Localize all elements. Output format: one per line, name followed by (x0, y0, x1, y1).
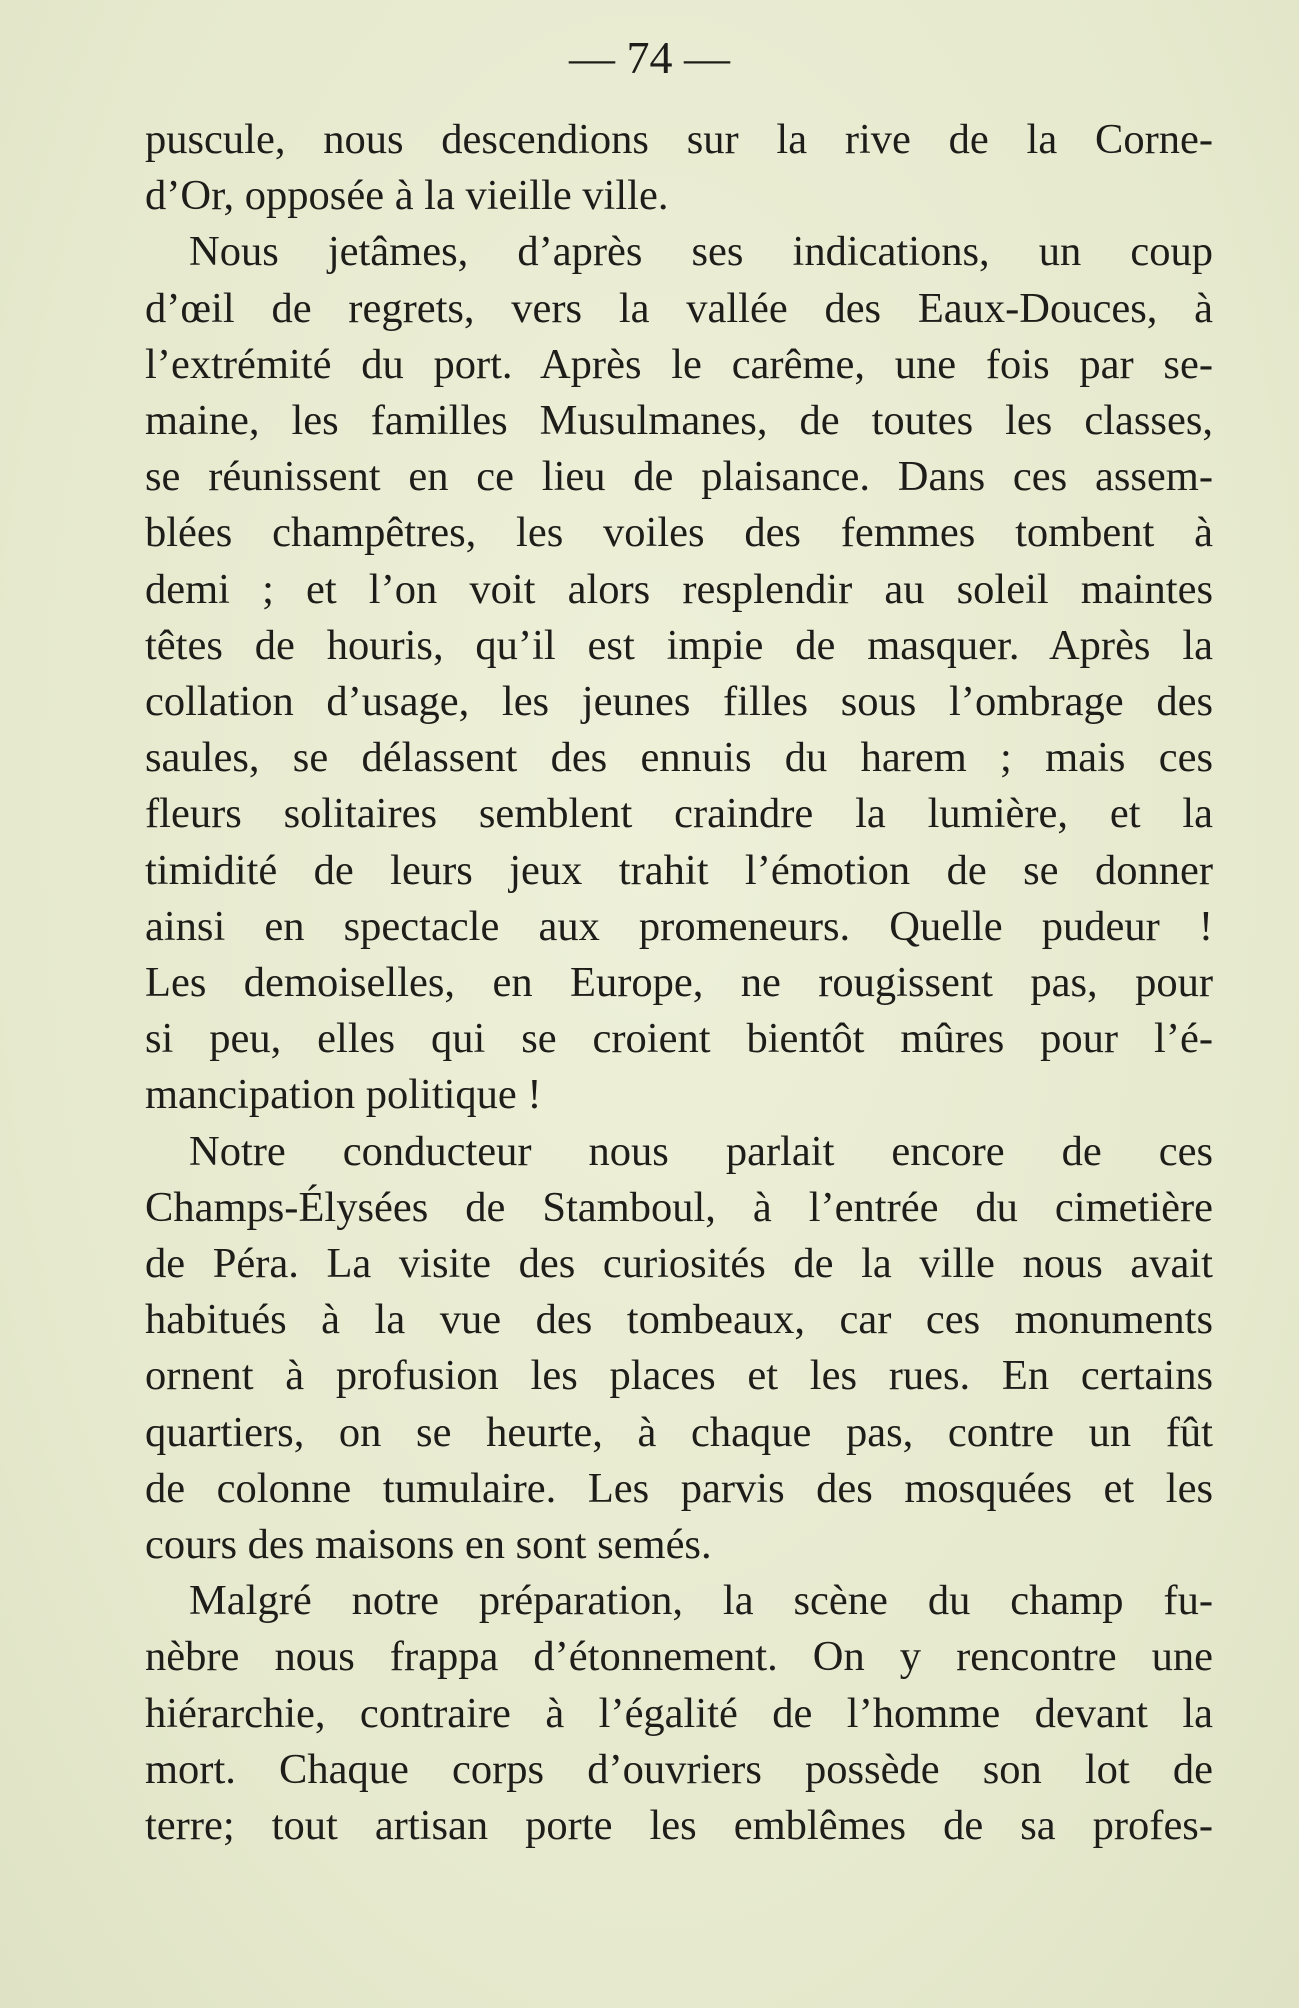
text-line: Les demoiselles, en Europe, ne rougissent pas, pour (145, 959, 1213, 1007)
text-line: mancipation politique ! (145, 1071, 542, 1119)
text-line: Malgré notre préparation, la scène du champ fu- (189, 1577, 1213, 1625)
text-line: saules, se délassent des ennuis du harem ; mais ces (145, 734, 1213, 782)
text-line: de colonne tumulaire. Les parvis des mosquées et les (145, 1464, 1213, 1512)
page-number: — 74 — (569, 32, 730, 83)
text-line: cours des maisons en sont semés. (145, 1521, 712, 1569)
text-line: habitués à la vue des tombeaux, car ces monuments (145, 1296, 1213, 1344)
text-line: hiérarchie, contraire à l’égalité de l’homme devant la (145, 1689, 1213, 1737)
text-line: puscule, nous descendions sur la rive de la Corne- (145, 116, 1213, 163)
text-line: blées champêtres, les voiles des femmes tombent à (145, 509, 1213, 557)
text-line: timidité de leurs jeux trahit l’émotion de se donner (145, 846, 1213, 894)
text-line: d’œil de regrets, vers la vallée des Eaux-Douces, à (145, 284, 1213, 332)
text-line: Notre conducteur nous parlait encore de ces (189, 1127, 1213, 1175)
paragraph (145, 1124, 1213, 1574)
text-line: demi ; et l’on voit alors resplendir au soleil maintes (145, 565, 1213, 613)
paragraph (145, 224, 1213, 1123)
text-line: têtes de houris, qu’il est impie de masquer. Après la (145, 621, 1213, 669)
text-line: d’Or, opposée à la vieille ville. (145, 172, 669, 220)
paragraph (145, 112, 1213, 224)
text-line: ornent à profusion les places et les rues. En certains (145, 1352, 1213, 1400)
text-line: nèbre nous frappa d’étonnement. On y rencontre une (145, 1633, 1213, 1681)
text-line: collation d’usage, les jeunes filles sous l’ombrage des (145, 678, 1213, 726)
text-line: fleurs solitaires semblent craindre la lumière, et la (145, 790, 1213, 838)
text-line: de Péra. La visite des curiosités de la ville nous avait (145, 1240, 1213, 1288)
text-line: quartiers, on se heurte, à chaque pas, contre un fût (145, 1408, 1213, 1456)
text-line: se réunissent en ce lieu de plaisance. Dans ces assem- (145, 453, 1213, 501)
text-line: l’extrémité du port. Après le carême, une fois par se- (145, 340, 1213, 388)
text-line: Nous jetâmes, d’après ses indications, un coup (189, 228, 1213, 276)
text-line: ainsi en spectacle aux promeneurs. Quelle pudeur ! (145, 902, 1213, 950)
text-line: Champs-Élysées de Stamboul, à l’entrée du cimetière (145, 1183, 1213, 1231)
paragraph (145, 1573, 1213, 1854)
body-text (145, 112, 1213, 1854)
text-line: si peu, elles qui se croient bientôt mûres pour l’é- (145, 1015, 1213, 1063)
text-line: maine, les familles Musulmanes, de toutes les classes, (145, 397, 1213, 445)
text-line: mort. Chaque corps d’ouvriers possède son lot de (145, 1745, 1213, 1793)
text-line: terre; tout artisan porte les emblêmes de sa profes- (145, 1802, 1213, 1850)
